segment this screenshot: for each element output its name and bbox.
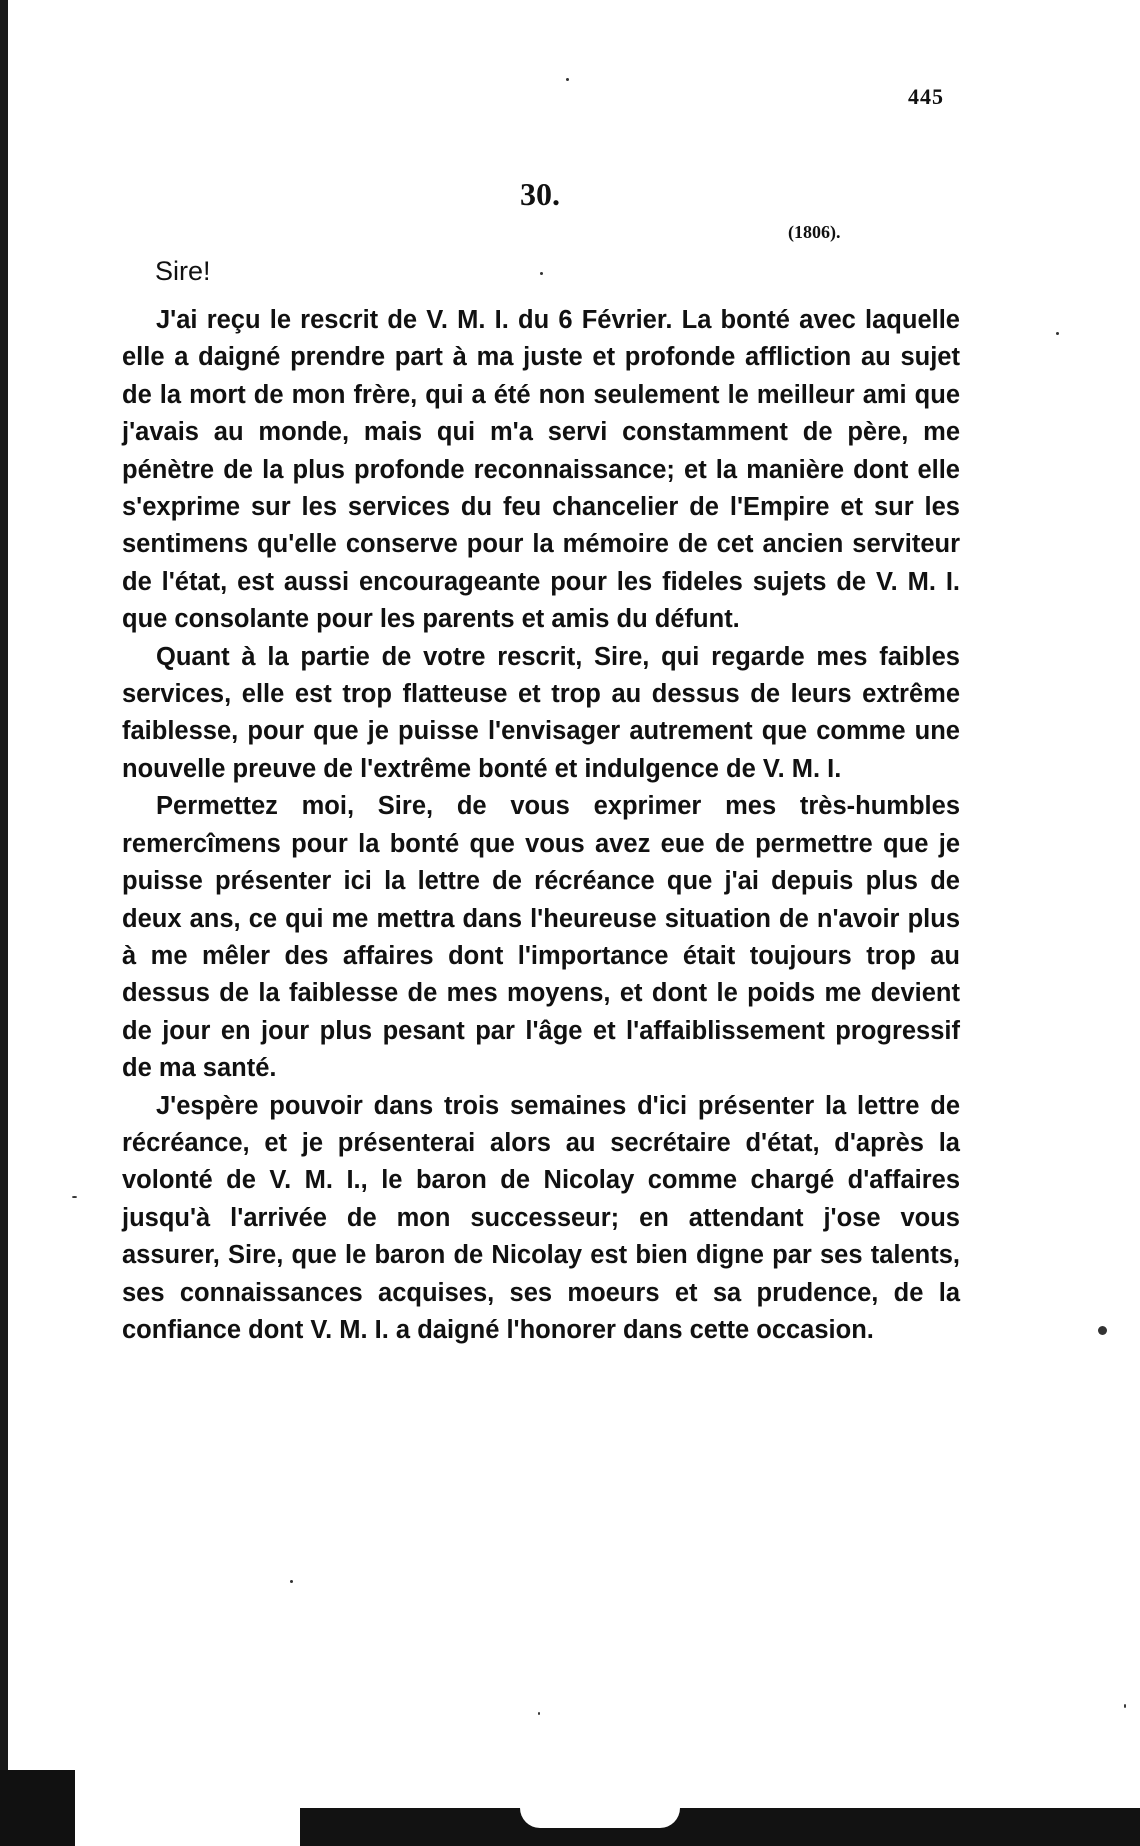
bottom-scan-notch xyxy=(520,1808,680,1828)
letter-year: (1806). xyxy=(788,222,841,242)
letter-body xyxy=(122,302,960,1349)
bottom-scan-edge xyxy=(300,1808,1140,1846)
binding-edge xyxy=(0,0,8,1846)
paragraph-3: Permettez moi, Sire, de vous exprimer mes très-humbles remercîmens pour la bonté que vous avez eue de permettre que je puisse présenter ici la lettre de récréance que j'ai depuis plus de deux ans, ce qui me mettra dans l'heureuse situation de n'avoir plus à me mêler des affaires dont l'importance était toujours trop au dessus de la faiblesse de mes moyens, et dont le poids me devient de jour en jour plus pesant par l'âge et l'affaiblissement progressif de ma santé. xyxy=(122,792,960,1083)
page-number: 445 xyxy=(908,84,944,109)
paragraph-4: J'espère pouvoir dans trois semaines d'ici présenter la lettre de récréance, et je présenterai alors au secrétaire d'état, d'après la volonté de V. M. I., le baron de Nicolay comme chargé d'affaires jusqu'à l'arrivée de mon successeur; en attendant j'ose vous assurer, Sire, que le baron de Nicolay est bien digne par ses talents, ses connaissances acquises, ses moeurs et sa prudence, de la confiance dont V. M. I. a daigné l'honorer dans cette occasion. xyxy=(122,1091,960,1344)
paragraph-2: Quant à la partie de votre rescrit, Sire, qui regarde mes faibles services, elle est trop flatteuse et trop au dessus de leurs extrême faiblesse, pour que je puisse l'envisager autrement que comme une nouvelle preuve de l'extrême bonté et indulgence de V. M. I. xyxy=(122,642,960,783)
binding-edge-corner xyxy=(0,1770,75,1846)
salutation: Sire! xyxy=(155,256,211,286)
letter-number: 30. xyxy=(520,176,560,212)
paragraph-1: J'ai reçu le rescrit de V. M. I. du 6 Février. La bonté avec laquelle elle a daigné prendre part à ma juste et profonde affliction au sujet de la mort de mon frère, qui a été non seulement le meilleur ami que j'avais au monde, mais qui m'a servi constamment de père, me pénètre de la plus profonde reconnaissance; et la manière dont elle s'exprime sur les services du feu chancelier de l'Empire et sur les sentimens qu'elle conserve pour la mémoire de cet ancien serviteur de l'état, est aussi encourageante pour les fideles sujets de V. M. I. que consolante pour les parents et amis du défunt. xyxy=(122,306,960,634)
